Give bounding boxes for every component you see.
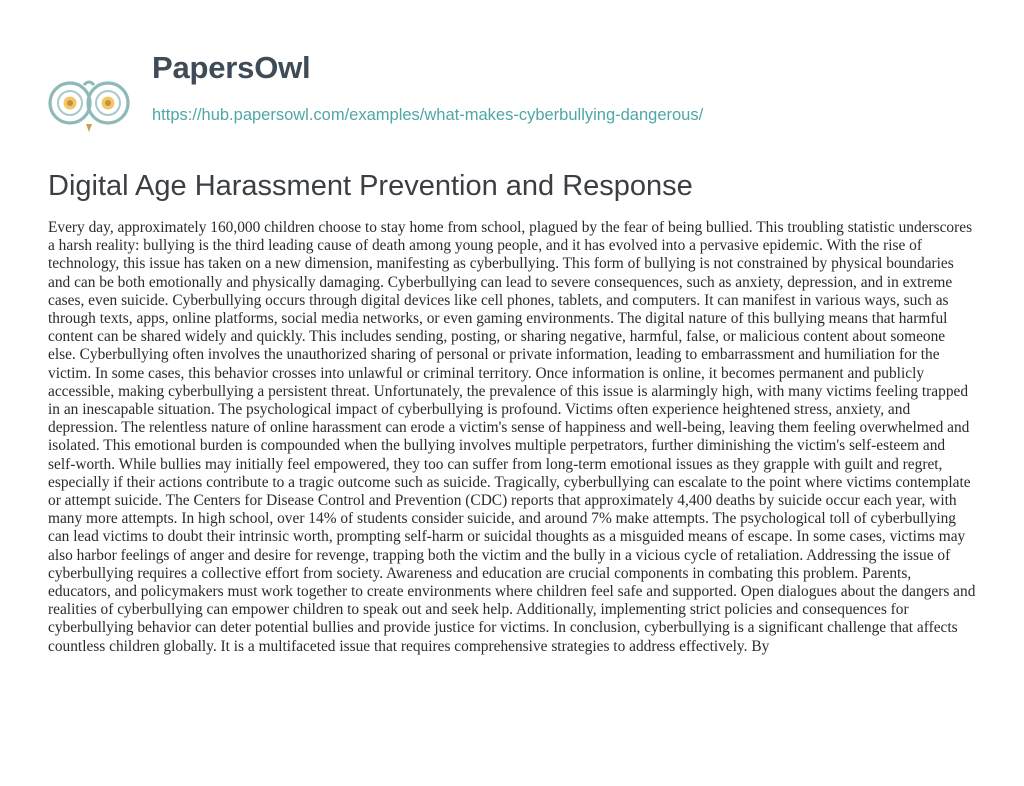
source-url-link[interactable]: https://hub.papersowl.com/examples/what-makes-cyberbullying-dangerous/ — [152, 106, 704, 124]
brand-name[interactable]: PapersOwl — [152, 50, 311, 85]
owl-eyes-icon — [48, 76, 132, 138]
site-header — [48, 50, 988, 138]
document-body: Every day, approximately 160,000 children choose to stay home from school, plagued by the fear of being bullied. This troubling statistic underscores a harsh reality: bullying is the third leading cause of death among young people, and it has evolved into a pervasive epidemic. With the rise of technology, this issue has taken on a new dimension, manifesting as cyberbullying. This form of bullying is not constrained by physical boundaries and can be both emotionally and physically damaging. Cyberbullying can lead to severe consequences, such as anxiety, depression, and in extreme cases, even suicide. Cyberbullying occurs through digital devices like cell phones, tablets, and computers. It can manifest in various ways, such as through texts, apps, online platforms, social media networks, or even gaming environments. The digital nature of this bullying means that harmful content can be shared widely and quickly. This includes sending, posting, or sharing negative, harmful, false, or malicious content about someone else. Cyberbullying often involves the unauthorized sharing of personal or private information, leading to embarrassment and humiliation for the victim. In some cases, this behavior crosses into unlawful or criminal territory. Once information is online, it becomes permanent and publicly accessible, making cyberbullying a persistent threat. Unfortunately, the prevalence of this issue is alarmingly high, with many victims feeling trapped in an inescapable situation. The psychological impact of cyberbullying is profound. Victims often experience heightened stress, anxiety, and depression. The relentless nature of online harassment can erode a victim's sense of happiness and well-being, leaving them feeling overwhelmed and isolated. This emotional burden is compounded when the bullying involves multiple perpetrators, further diminishing the victim's self-esteem and self-worth. While bullies may initially feel empowered, they too can suffer from long-term emotional issues as they grapple with guilt and regret, especially if their actions contribute to a tragic outcome such as suicide. Tragically, cyberbullying can escalate to the point where victims contemplate or attempt suicide. The Centers for Disease Control and Prevention (CDC) reports that approximately 4,400 deaths by suicide occur each year, with many more attempts. In high school, over 14% of students consider suicide, and around 7% make attempts. The psychological toll of cyberbullying can lead victims to doubt their intrinsic worth, prompting self-harm or suicidal thoughts as a misguided means of escape. In some cases, victims may also harbor feelings of anger and desire for revenge, trapping both the victim and the bully in a vicious cycle of retaliation. Addressing the issue of cyberbullying requires a collective effort from society. Awareness and education are crucial components in combating this problem. Parents, educators, and policymakers must work together to create environments where children feel safe and supported. Open dialogues about the dangers and realities of cyberbullying can empower children to speak out and seek help. Additionally, implementing strict policies and consequences for cyberbullying behavior can deter potential bullies and provide justice for victims. In conclusion, cyberbullying is a significant challenge that affects countless children globally. It is a multifaceted issue that requires comprehensive strategies to address effectively. By — [48, 219, 976, 655]
document-title: Digital Age Harassment Prevention and Response — [48, 170, 693, 202]
